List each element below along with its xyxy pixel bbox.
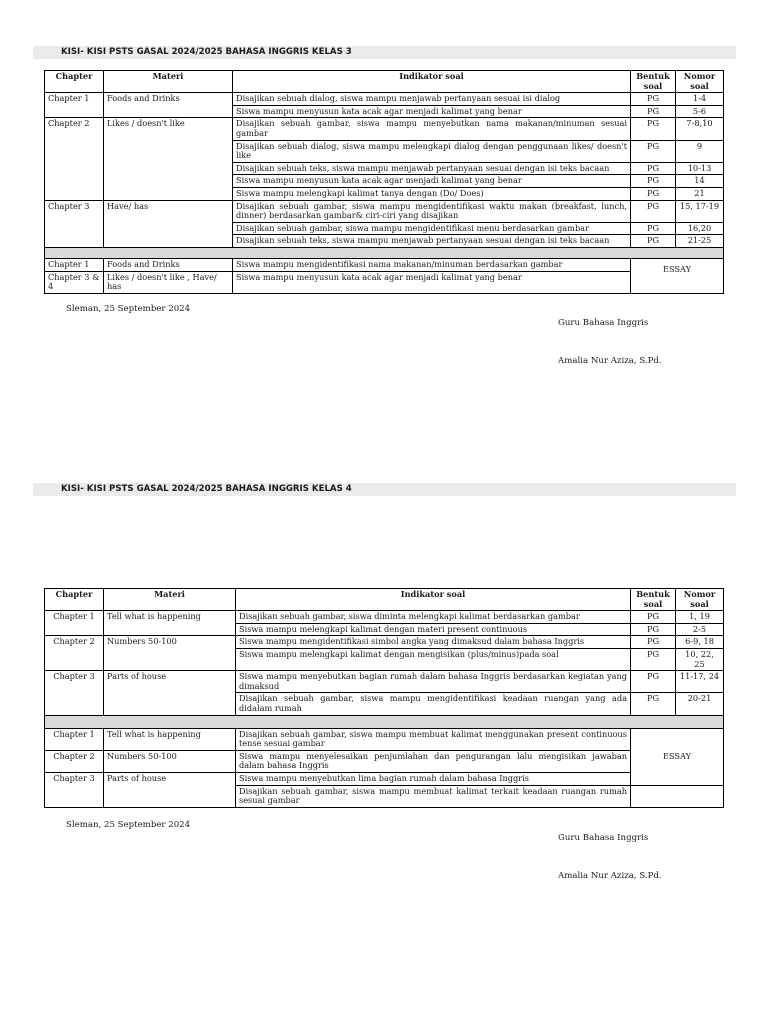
row-materi: Numbers 50-100 <box>104 636 236 671</box>
row-materi: Foods and Drinks <box>104 258 233 271</box>
row-bentuk: PG <box>631 200 676 222</box>
header-nomor: Nomor soal <box>676 589 724 611</box>
table-row <box>45 200 724 222</box>
separator-cell <box>45 247 724 258</box>
row-nomor: 20-21 <box>676 693 724 715</box>
table-row <box>45 636 724 649</box>
place-date: Sleman, 25 September 2024 <box>66 304 191 314</box>
row-nomor: 1, 19 <box>676 611 724 624</box>
table-row <box>45 772 724 785</box>
row-indikator: Disajikan sebuah teks, siswa mampu menjawab pertanyaan sesuai dengan isi teks bacaan <box>233 162 631 175</box>
row-nomor: 9 <box>676 140 724 162</box>
row-nomor: 21 <box>676 187 724 200</box>
row-nomor: 14 <box>676 175 724 188</box>
row-nomor: 10, 22, 25 <box>676 648 724 670</box>
row-nomor: 1-4 <box>676 93 724 106</box>
row-indikator: Siswa mampu mengidentifikasi nama makanan/minuman berdasarkan gambar <box>233 258 631 271</box>
row-bentuk: PG <box>631 140 676 162</box>
header-bentuk: Bentuk soal <box>631 71 676 93</box>
empty-cell <box>631 785 724 807</box>
row-indikator: Siswa mampu menyusun kata acak agar menjadi kalimat yang benar <box>233 271 631 293</box>
row-nomor: 15, 17-19 <box>676 200 724 222</box>
row-nomor: 6-9, 18 <box>676 636 724 649</box>
row-chapter: Chapter 1 <box>45 728 104 750</box>
row-bentuk: PG <box>631 693 676 715</box>
header-indikator: Indikator soal <box>236 589 631 611</box>
row-bentuk: PG <box>631 162 676 175</box>
essay-label: ESSAY <box>631 258 724 293</box>
row-indikator: Disajikan sebuah gambar, siswa mampu mengidentifikasi keadaan ruangan yang ada didalam rumah <box>236 693 631 715</box>
row-bentuk: PG <box>631 222 676 235</box>
row-bentuk: PG <box>631 611 676 624</box>
row-nomor: 7-8,10 <box>676 118 724 140</box>
row-materi: Have/ has <box>104 200 233 247</box>
row-nomor: 21-25 <box>676 235 724 248</box>
place-date: Sleman, 25 September 2024 <box>66 820 191 830</box>
separator-row <box>45 247 724 258</box>
essay-label: ESSAY <box>631 728 724 785</box>
kelas4-title: KISI- KISI PSTS GASAL 2024/2025 BAHASA INGGRIS KELAS 4 <box>33 483 736 496</box>
row-materi: Likes / doesn't like <box>104 118 233 200</box>
table-header-row <box>45 589 724 611</box>
row-indikator: Disajikan sebuah gambar, siswa mampu menyebutkan nama makanan/minuman sesuai gambar <box>233 118 631 140</box>
header-indikator: Indikator soal <box>233 71 631 93</box>
separator-row <box>45 715 724 728</box>
row-chapter: Chapter 3 & 4 <box>45 271 104 293</box>
row-materi: Tell what is happening <box>104 611 236 636</box>
row-materi: Parts of house <box>104 772 236 807</box>
header-materi: Materi <box>104 71 233 93</box>
row-chapter: Chapter 3 <box>45 671 104 715</box>
row-nomor: 10-13 <box>676 162 724 175</box>
row-bentuk: PG <box>631 636 676 649</box>
row-materi: Parts of house <box>104 671 236 715</box>
row-bentuk: PG <box>631 105 676 118</box>
header-materi: Materi <box>104 589 236 611</box>
separator-cell <box>45 715 724 728</box>
header-chapter: Chapter <box>45 589 104 611</box>
table-row <box>45 93 724 106</box>
row-indikator: Disajikan sebuah dialog, siswa mampu melengkapi dialog dengan penggunaan likes/ doesn't like <box>233 140 631 162</box>
row-materi: Likes / doesn't like , Have/ has <box>104 271 233 293</box>
signer-name: Amalia Nur Aziza, S.Pd. <box>558 356 662 366</box>
signer-name: Amalia Nur Aziza, S.Pd. <box>558 871 662 881</box>
row-indikator: Siswa mampu melengkapi kalimat dengan mengisikan (plus/minus)pada soal <box>236 648 631 670</box>
kelas3-table <box>44 70 724 294</box>
row-materi: Numbers 50-100 <box>104 750 236 772</box>
row-chapter: Chapter 1 <box>45 93 104 118</box>
table-row <box>45 271 724 293</box>
row-chapter: Chapter 3 <box>45 200 104 247</box>
header-chapter: Chapter <box>45 71 104 93</box>
row-indikator: Siswa mampu mengidentifikasi simbol angka yang dimaksud dalam bahasa Inggris <box>236 636 631 649</box>
row-indikator: Disajikan sebuah teks, siswa mampu menjawab pertanyaan sesuai dengan isi teks bacaan <box>233 235 631 248</box>
row-bentuk: PG <box>631 235 676 248</box>
row-bentuk: PG <box>631 175 676 188</box>
row-materi: Foods and Drinks <box>104 93 233 118</box>
header-nomor: Nomor soal <box>676 71 724 93</box>
row-bentuk: PG <box>631 623 676 636</box>
row-indikator: Siswa mampu menyusun kata acak agar menjadi kalimat yang benar <box>233 105 631 118</box>
table-row <box>45 258 724 271</box>
row-indikator: Disajikan sebuah gambar, siswa diminta melengkapi kalimat berdasarkan gambar <box>236 611 631 624</box>
row-chapter: Chapter 1 <box>45 611 104 636</box>
row-indikator: Disajikan sebuah gambar, siswa mampu membuat kalimat terkait keadaan ruangan rumah sesuai gambar <box>236 785 631 807</box>
row-chapter: Chapter 3 <box>45 772 104 807</box>
row-chapter: Chapter 1 <box>45 258 104 271</box>
row-nomor: 2-5 <box>676 623 724 636</box>
table-row <box>45 671 724 693</box>
table-row <box>45 611 724 624</box>
row-chapter: Chapter 2 <box>45 636 104 671</box>
row-indikator: Disajikan sebuah gambar, siswa mampu mengidentifikasi menu berdasarkan gambar <box>233 222 631 235</box>
row-indikator: Siswa mampu melengkapi kalimat tanya dengan (Do/ Does) <box>233 187 631 200</box>
row-bentuk: PG <box>631 187 676 200</box>
table-row <box>45 750 724 772</box>
row-bentuk: PG <box>631 118 676 140</box>
row-indikator: Disajikan sebuah gambar, siswa mampu mengidentifikasi waktu makan (breakfast, lunch, dinner) berdasarkan gambar& ciri-ciri yang disajikan <box>233 200 631 222</box>
row-bentuk: PG <box>631 648 676 670</box>
row-indikator: Siswa mampu menyusun kata acak agar menjadi kalimat yang benar <box>233 175 631 188</box>
table-header-row <box>45 71 724 93</box>
table-row <box>45 728 724 750</box>
row-nomor: 16,20 <box>676 222 724 235</box>
row-nomor: 5-6 <box>676 105 724 118</box>
row-indikator: Siswa mampu menyebutkan lima bagian rumah dalam bahasa Inggris <box>236 772 631 785</box>
row-indikator: Siswa mampu menyelesaikan penjumlahan dan pengurangan lalu mengisikan jawaban dalam bahasa Inggris <box>236 750 631 772</box>
row-nomor: 11-17, 24 <box>676 671 724 693</box>
row-chapter: Chapter 2 <box>45 750 104 772</box>
row-indikator: Siswa mampu melengkapi kalimat dengan materi present continuous <box>236 623 631 636</box>
signer-role: Guru Bahasa Inggris <box>558 318 649 328</box>
row-chapter: Chapter 2 <box>45 118 104 200</box>
row-indikator: Disajikan sebuah dialog, siswa mampu menjawab pertanyaan sesuai isi dialog <box>233 93 631 106</box>
signer-role: Guru Bahasa Inggris <box>558 833 649 843</box>
row-indikator: Siswa mampu menyebutkan bagian rumah dalam bahasa Inggris berdasarkan kegiatan yang dimaksud <box>236 671 631 693</box>
row-bentuk: PG <box>631 671 676 693</box>
row-bentuk: PG <box>631 93 676 106</box>
table-row <box>45 118 724 140</box>
row-indikator: Disajikan sebuah gambar, siswa mampu membuat kalimat menggunakan present continuous tense sesuai gambar <box>236 728 631 750</box>
row-materi: Tell what is happening <box>104 728 236 750</box>
header-bentuk: Bentuk soal <box>631 589 676 611</box>
kelas4-table <box>44 588 724 808</box>
kelas3-title: KISI- KISI PSTS GASAL 2024/2025 BAHASA INGGRIS KELAS 3 <box>33 46 736 59</box>
